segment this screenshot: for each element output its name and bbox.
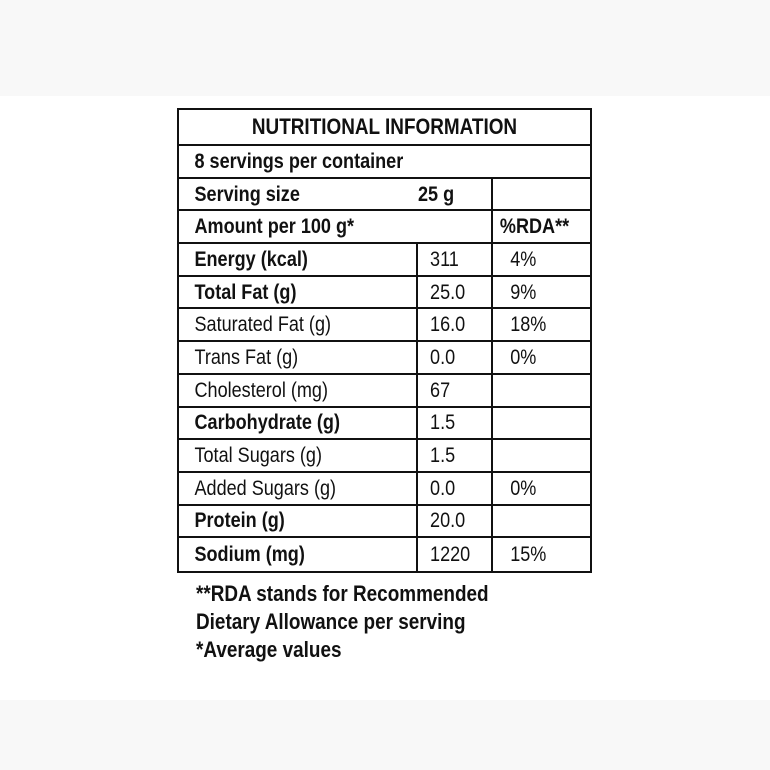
nutrient-rda: 4% xyxy=(510,247,537,271)
nutrient-row xyxy=(179,244,590,277)
servings-row xyxy=(179,146,590,179)
nutrient-amount: 0.0 xyxy=(430,345,456,369)
nutrient-row xyxy=(179,473,590,506)
nutrient-name: Cholesterol (mg) xyxy=(194,378,328,402)
nutrient-rda xyxy=(493,375,576,406)
nutrient-name: Energy (kcal) xyxy=(194,247,308,271)
nutrient-rda: 15% xyxy=(510,543,547,567)
nutrient-name: Saturated Fat (g) xyxy=(194,313,332,337)
footnotes xyxy=(196,580,489,664)
nutrient-amount: 1220 xyxy=(430,543,471,567)
nutrient-name: Added Sugars (g) xyxy=(194,476,337,500)
nutrient-amount: 311 xyxy=(430,247,459,271)
nutrient-amount: 16.0 xyxy=(430,313,466,337)
label-title: NUTRITIONAL INFORMATION xyxy=(251,114,518,139)
nutrition-label xyxy=(177,108,592,573)
nutrient-amount: 1.5 xyxy=(430,411,456,435)
nutrient-row xyxy=(179,342,590,375)
nutrient-amount: 20.0 xyxy=(430,509,466,533)
nutrient-name: Protein (g) xyxy=(194,509,285,533)
amount-per-label: Amount per 100 g* xyxy=(194,215,355,239)
nutrient-rda: 9% xyxy=(510,280,537,304)
nutrient-name: Total Fat (g) xyxy=(194,280,297,304)
nutrient-rda: 18% xyxy=(510,313,547,337)
nutrient-rda: 0% xyxy=(510,476,537,500)
rda-header: %RDA** xyxy=(499,215,570,239)
nutrient-row xyxy=(179,506,590,539)
serving-size-row xyxy=(179,179,590,212)
nutrient-row xyxy=(179,309,590,342)
nutrient-rda xyxy=(493,440,576,471)
serving-size-value: 25 g xyxy=(418,182,455,206)
nutrient-rda xyxy=(493,408,576,439)
nutrient-row xyxy=(179,440,590,473)
nutrient-row xyxy=(179,538,590,571)
nutrient-name: Carbohydrate (g) xyxy=(194,411,340,435)
servings-per-container: 8 servings per container xyxy=(194,149,404,173)
nutrient-row xyxy=(179,408,590,441)
label-title-row xyxy=(179,110,590,146)
nutrient-amount: 25.0 xyxy=(430,280,466,304)
serving-size-label: Serving size xyxy=(194,182,300,206)
nutrient-name: Trans Fat (g) xyxy=(194,345,299,369)
amount-header-row xyxy=(179,211,590,244)
footnote-average-values: *Average values xyxy=(196,637,342,662)
nutrient-name: Total Sugars (g) xyxy=(194,444,322,468)
footnote-rda-line2: Dietary Allowance per serving xyxy=(196,609,466,634)
nutrient-amount: 67 xyxy=(430,378,451,402)
nutrient-row xyxy=(179,277,590,310)
nutrient-amount: 0.0 xyxy=(430,476,456,500)
footnote-rda-line1: **RDA stands for Recommended xyxy=(196,581,489,606)
nutrient-rda: 0% xyxy=(510,345,537,369)
nutrient-amount: 1.5 xyxy=(430,444,456,468)
nutrient-rda xyxy=(493,506,576,537)
nutrient-name: Sodium (mg) xyxy=(194,543,305,567)
nutrient-row xyxy=(179,375,590,408)
